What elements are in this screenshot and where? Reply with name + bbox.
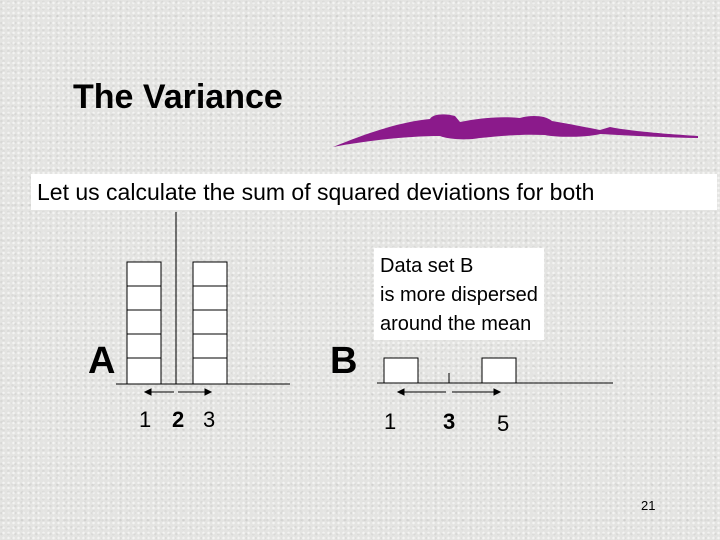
page-number: 21 [641, 498, 656, 513]
deviation-arrows-a [145, 389, 211, 395]
note-line: around the mean [380, 313, 532, 335]
slide-title: The Variance [73, 78, 283, 116]
set-b-tick: 5 [497, 411, 510, 436]
box-b-right [482, 358, 516, 383]
intro-text-box: Let us calculate the sum of squared deviations for both [31, 174, 717, 210]
note-line: is more dispersed [380, 284, 538, 306]
set-a-tick: 1 [139, 407, 152, 432]
deviation-arrows-b [398, 389, 500, 395]
note-line: Data set B [380, 255, 474, 277]
stack-a-right [193, 262, 227, 384]
set-b-tick: 1 [384, 409, 397, 434]
note-box [374, 248, 544, 340]
box-b-left [384, 358, 418, 383]
set-b-tick-mean: 3 [443, 409, 456, 434]
set-b-label: B [330, 340, 358, 382]
set-a-tick-mean: 2 [172, 407, 185, 432]
set-a-tick: 3 [203, 407, 216, 432]
stack-a-left [127, 262, 161, 384]
set-a-label: A [88, 340, 116, 382]
